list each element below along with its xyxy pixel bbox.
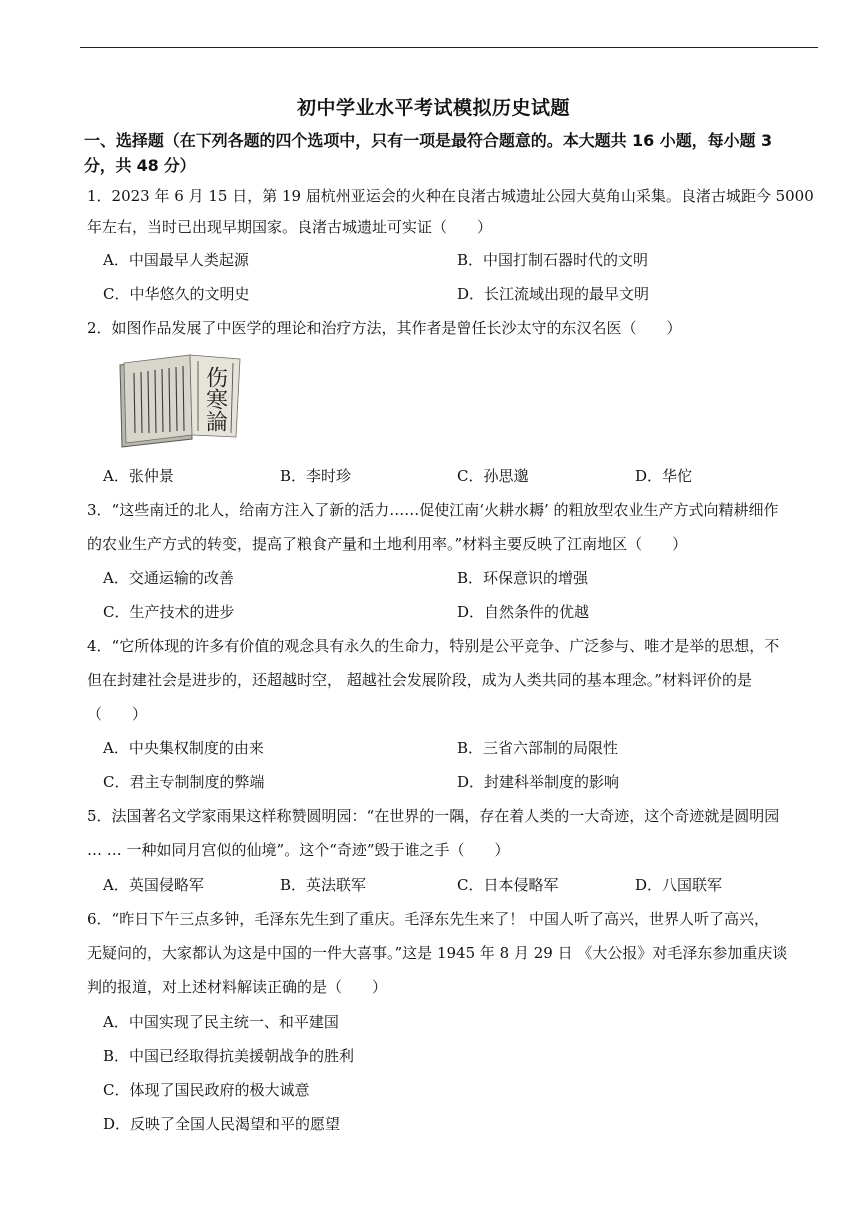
question-3-option-c[interactable]: C．生产技术的进步 — [103, 603, 235, 621]
question-4-line-1: 4．“它所体现的许多有价值的观念具有永久的生命力，特别是公平竞争、广泛参与、唯才是举的思想，不 — [87, 637, 780, 655]
question-5-option-a[interactable]: A．英国侵略军 — [103, 876, 204, 894]
book-image — [112, 347, 244, 449]
book-title-text: 伤寒論 — [202, 366, 228, 432]
question-4-line-2: 但在封建社会是进步的，还超越时空， 超越社会发展阶段，成为人类共同的基本理念。”材料评价的是 — [87, 671, 752, 689]
question-4-option-d[interactable]: D．封建科举制度的影响 — [457, 773, 620, 791]
question-2-option-c[interactable]: C．孙思邈 — [457, 467, 529, 485]
question-5-line-2: … … 一种如同月宫似的仙境”。这个“奇迹”毁于谁之手（ ） — [87, 841, 510, 859]
question-2-line-1: 2．如图作品发展了中医学的理论和治疗方法，其作者是曾任长沙太守的东汉名医（ ） — [87, 319, 682, 337]
question-6-line-2: 无疑问的，大家都认为这是中国的一件大喜事。”这是 1945 年 8 月 29 日 《大公报》对毛泽东参加重庆谈 — [87, 944, 788, 962]
question-6-option-c[interactable]: C．体现了国民政府的极大诚意 — [103, 1081, 310, 1099]
question-5-option-c[interactable]: C．日本侵略军 — [457, 876, 559, 894]
question-4-line-3: （ ） — [87, 705, 148, 723]
question-6-option-b[interactable]: B．中国已经取得抗美援朝战争的胜利 — [103, 1047, 355, 1065]
question-1-line-1: 1．2023 年 6 月 15 日，第 19 届杭州亚运会的火种在良渚古城遗址公园大莫角山采集。良渚古城距今 5000 — [87, 187, 814, 205]
question-6-option-a[interactable]: A．中国实现了民主统一、和平建国 — [103, 1013, 339, 1031]
section-heading-line2: 分，共 48 分） — [84, 156, 196, 175]
question-1-option-d[interactable]: D．长江流域出现的最早文明 — [457, 285, 650, 303]
question-1-option-a[interactable]: A．中国最早人类起源 — [103, 251, 249, 269]
page-title: 初中学业水平考试模拟历史试题 — [296, 97, 570, 119]
question-1-option-c[interactable]: C．中华悠久的文明史 — [103, 285, 250, 303]
question-2-option-a[interactable]: A．张仲景 — [103, 467, 174, 485]
question-2-option-d[interactable]: D．华佗 — [635, 467, 693, 485]
question-2-option-b[interactable]: B．李时珍 — [280, 467, 352, 485]
question-4-option-a[interactable]: A．中央集权制度的由来 — [103, 739, 264, 757]
question-6-line-1: 6．“昨日下午三点多钟，毛泽东先生到了重庆。毛泽东先生来了！ 中国人听了高兴，世界人听了高兴， — [87, 910, 769, 928]
question-3-option-b[interactable]: B．环保意识的增强 — [457, 569, 589, 587]
question-4-option-b[interactable]: B．三省六部制的局限性 — [457, 739, 619, 757]
question-6-line-3: 判的报道，对上述材料解读正确的是（ ） — [87, 978, 388, 996]
question-5-option-d[interactable]: D．八国联军 — [635, 876, 723, 894]
question-3-line-2: 的农业生产方式的转变，提高了粮食产量和土地利用率。”材料主要反映了江南地区（ ） — [87, 535, 688, 553]
question-3-option-a[interactable]: A．交通运输的改善 — [103, 569, 234, 587]
question-6-option-d[interactable]: D．反映了全国人民渴望和平的愿望 — [103, 1115, 341, 1133]
section-heading-line1: 一、选择题（在下列各题的四个选项中，只有一项是最符合题意的。本大题共 16 小题，每小题 3 — [84, 131, 773, 150]
question-5-option-b[interactable]: B．英法联军 — [280, 876, 367, 894]
question-1-option-b[interactable]: B．中国打制石器时代的文明 — [457, 251, 649, 269]
question-3-line-1: 3．“这些南迁的北人，给南方注入了新的活力……促使江南‘火耕水耨’ 的粗放型农业生产方式向精耕细作 — [87, 501, 779, 519]
question-3-option-d[interactable]: D．自然条件的优越 — [457, 603, 590, 621]
question-1-line-2: 年左右，当时已出现早期国家。良渚古城遗址可实证（ ） — [87, 218, 493, 236]
question-4-option-c[interactable]: C．君主专制制度的弊端 — [103, 773, 265, 791]
header-rule — [80, 47, 818, 48]
question-5-line-1: 5．法国著名文学家雨果这样称赞圆明园：“在世界的一隅，存在着人类的一大奇迹，这个奇迹就是圆明园 — [87, 807, 780, 825]
